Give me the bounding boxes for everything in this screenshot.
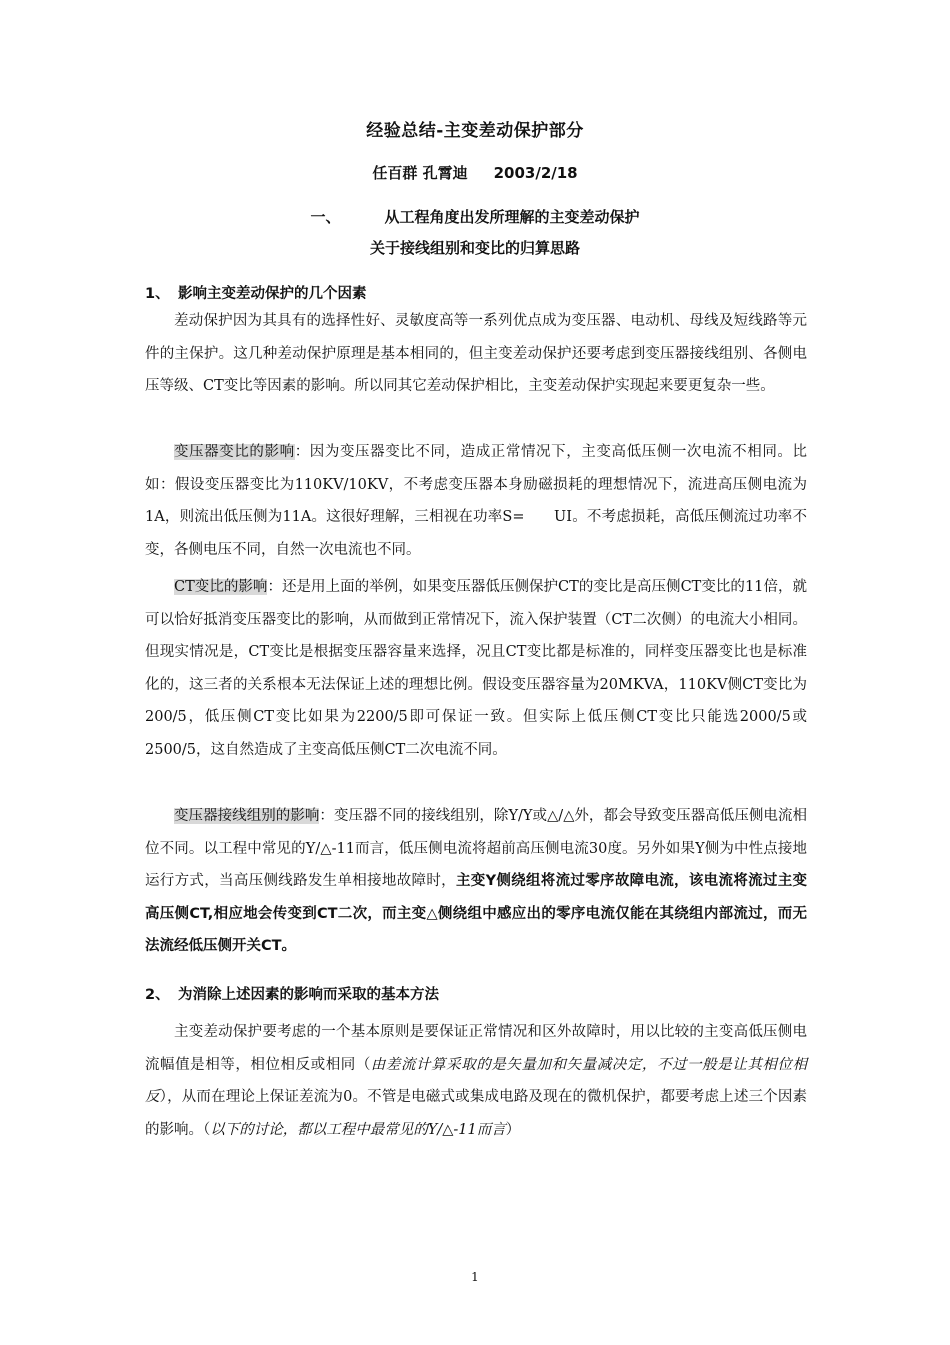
- date: 2003/2/18: [493, 164, 578, 182]
- paragraph-text-c: ）: [505, 1121, 521, 1138]
- italic-note-1: 由差流计算采取的是矢量加和矢量减决定，不过一般是让其相位相反: [145, 1056, 808, 1105]
- section-2-heading: [145, 983, 439, 1004]
- italic-note-2: 以下的讨论，都以工程中最常见的Y/△-11而言: [210, 1121, 506, 1138]
- paragraph-text-a: 主变差动保护要考虑的一个基本原则是要保证正常情况和区外故障时，用以比较的主变高低压侧电流幅值是相等，相位相反或相同（: [145, 1024, 807, 1073]
- paragraph-4-bold-text: 主变Y侧绕组将流过零序故障电流，该电流将流过主变高压侧CT,相应地会传变到CT二次，而主变△侧绕组中感应出的零序电流仅能在其绕组内部流过，而无法流经低压侧开关CT。: [145, 873, 808, 954]
- chapter-number: 一、: [310, 208, 341, 226]
- section-2-paragraph-1: [145, 1016, 807, 1146]
- chapter-heading: [0, 206, 950, 227]
- paragraph-4-text: ：变压器不同的接线组别，除Y/Y或△/△外，都会导致变压器高低压侧电流相位不同。以工程中常见的Y/△-11而言，低压侧电流将超前高压侧电流30度。另外如果Y侧为中性点接地运行方式，当高压侧线路发生单相接地故障时，: [145, 808, 808, 889]
- section-2-number: 2、: [145, 987, 170, 1003]
- page-number: 1: [471, 1270, 479, 1284]
- authors: 任百群 孔霄迪: [372, 164, 468, 182]
- section-1-paragraph-4: [145, 800, 807, 963]
- author-line: [0, 162, 950, 183]
- section-1-paragraph-1: 差动保护因为其具有的选择性好、灵敏度高等一系列优点成为变压器、电动机、母线及短线路等元件的主保护。这几种差动保护原理是基本相同的，但主变差动保护还要考虑到变压器接线组别、各侧电压等级、CT变比等因素的影响。所以同其它差动保护相比，主变差动保护实现起来要更复杂一些。: [145, 313, 807, 394]
- document-title: 经验总结-主变差动保护部分: [366, 121, 584, 141]
- paragraph-3-text: ：还是用上面的举例，如果变压器低压侧保护CT的变比是高压侧CT变比的11倍，就可以恰好抵消变压器变比的影响，从而做到正常情况下，流入保护装置（CT二次侧）的电流大小相同。但现实情况是，CT变比是根据变压器容量来选择，况且CT变比都是标准的，同样变压器变比也是标准化的，这三者的关系根本无法保证上述的理想比例。假设变压器容量为20MKVA，110KV侧CT变比为200/5，低压侧CT变比如果为2200/5即可保证一致。但实际上低压侧CT变比只能选2000/5或2500/5，这自然造成了主变高低压侧CT二次电流不同。: [145, 579, 807, 758]
- section-1-title: 影响主变差动保护的几个因素: [178, 286, 367, 302]
- highlight-ct-ratio: CT变比的影响: [174, 579, 268, 595]
- chapter-title: 从工程角度出发所理解的主变差动保护: [384, 208, 640, 226]
- section-1-heading: [145, 282, 367, 303]
- section-1-paragraph-3: [145, 571, 807, 766]
- highlight-winding-group: 变压器接线组别的影响: [174, 808, 320, 824]
- section-1-number: 1、: [145, 286, 170, 302]
- subchapter-heading: 关于接线组别和变比的归算思路: [369, 239, 580, 257]
- section-1-paragraph-2: [145, 436, 807, 566]
- highlight-transformer-ratio: 变压器变比的影响: [174, 444, 295, 460]
- paragraph-2-text: ：因为变压器变比不同，造成正常情况下，主变高低压侧一次电流不相同。比如：假设变压器变比为110KV/10KV，不考虑变压器本身励磁损耗的理想情况下，流进高压侧电流为1A，则流出低压侧为11A。这很好理解，三相视在功率S= UI。不考虑损耗，高低压侧流过功率不变，各侧电压不同，自然一次电流也不同。: [145, 444, 808, 558]
- paragraph-text-b: ），从而在理论上保证差流为0。不管是电磁式或集成电路及现在的微机保护，都要考虑上述三个因素的影响。（: [145, 1089, 807, 1138]
- section-2-title: 为消除上述因素的影响而采取的基本方法: [178, 987, 439, 1003]
